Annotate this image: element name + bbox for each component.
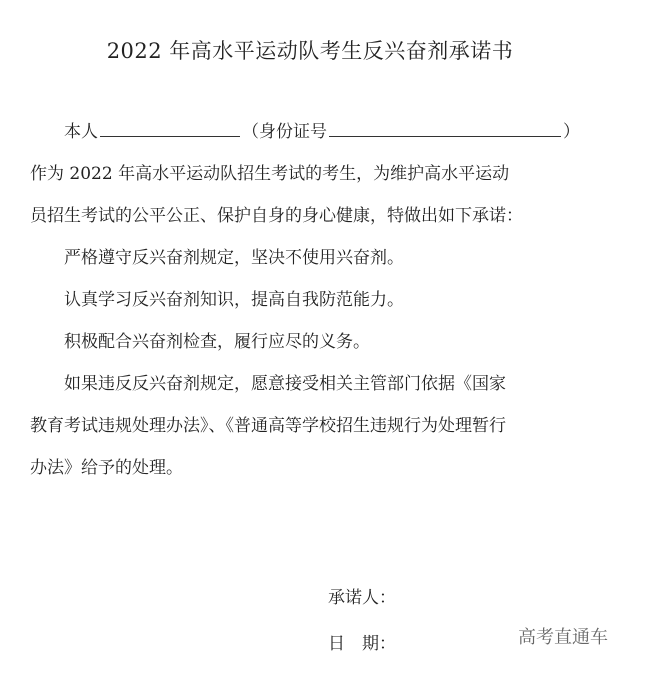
pledger-line [64, 120, 644, 144]
intro-line-2: 员招生考试的公平公正、保护自身的身心健康，特做出如下承诺： [30, 206, 523, 226]
document-title: 2022 年高水平运动队考生反兴奋剂承诺书 [106, 39, 514, 63]
name-label: 本人 [64, 122, 98, 142]
id-label-close: ） [563, 122, 580, 142]
closing-line-3: 办法》给予的处理。 [30, 458, 183, 478]
id-label-open: （身份证号 [242, 122, 327, 142]
pledge-item-3: 积极配合兴奋剂检查，履行应尽的义务。 [64, 332, 370, 352]
intro-line-1: 作为 2022 年高水平运动队招生考试的考生，为维护高水平运动 [30, 164, 510, 184]
name-blank [100, 120, 240, 137]
signer-label: 承诺人： [328, 588, 396, 608]
id-number-blank [329, 120, 561, 137]
watermark-text: 高考直通车 [518, 627, 608, 648]
date-label: 日 期： [328, 634, 396, 654]
closing-line-2: 教育考试违规处理办法》、《普通高等学校招生违规行为处理暂行 [30, 416, 506, 436]
closing-line-1: 如果违反反兴奋剂规定，愿意接受相关主管部门依据《国家 [64, 374, 506, 394]
pledge-item-2: 认真学习反兴奋剂知识，提高自我防范能力。 [64, 290, 404, 310]
pledge-item-1: 严格遵守反兴奋剂规定，坚决不使用兴奋剂。 [64, 248, 404, 268]
